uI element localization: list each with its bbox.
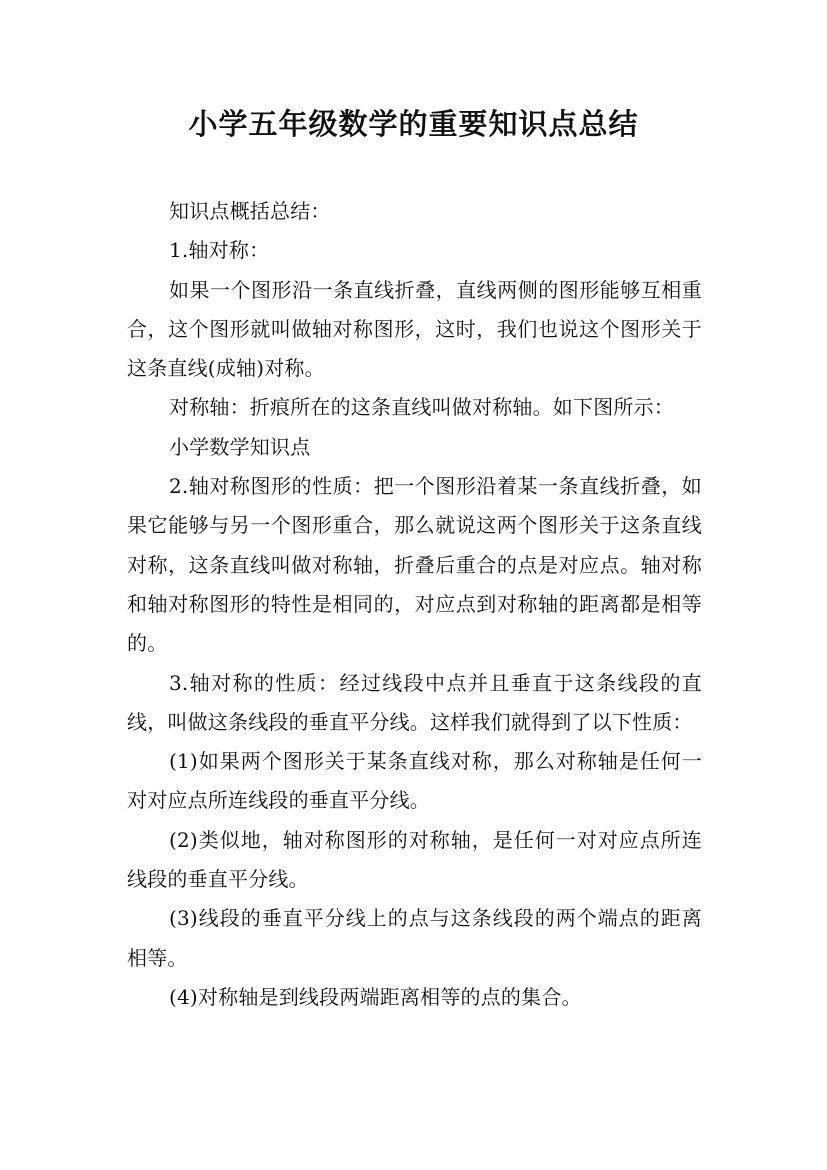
paragraph-property-2: (2)类似地，轴对称图形的对称轴，是任何一对对应点所连线段的垂直平分线。 bbox=[127, 827, 702, 892]
paragraph-section-2: 2.轴对称图形的性质：把一个图形沿着某一条直线折叠，如果它能够与另一个图形重合，那么就说这两个图形关于这条直线对称，这条直线叫做对称轴，折叠后重合的点是对应点。轴对称和轴对称图形的特性是相同的，对应点到对称轴的距离都是相等的。 bbox=[127, 474, 702, 656]
document-body bbox=[127, 192, 702, 1017]
paragraph-property-4: (4)对称轴是到线段两端距离相等的点的集合。 bbox=[169, 984, 582, 1009]
paragraph-summary-heading: 知识点概括总结： bbox=[169, 199, 331, 223]
paragraph-axis-definition: 对称轴：折痕所在的这条直线叫做对称轴。如下图所示： bbox=[169, 395, 674, 420]
paragraph-section-3: 3.轴对称的性质：经过线段中点并且垂直于这条线段的直线，叫做这条线段的垂直平分线。这样我们就得到了以下性质： bbox=[127, 670, 702, 734]
paragraph-property-3: (3)线段的垂直平分线上的点与这条线段的两个端点的距离相等。 bbox=[127, 906, 702, 970]
paragraph-section-1-heading: 1.轴对称： bbox=[169, 238, 270, 263]
paragraph-property-1: (1)如果两个图形关于某条直线对称，那么对称轴是任何一对对应点所连线段的垂直平分线。 bbox=[127, 749, 702, 813]
page-title: 小学五年级数学的重要知识点总结 bbox=[188, 107, 639, 141]
paragraph-caption: 小学数学知识点 bbox=[169, 434, 311, 459]
paragraph-axis-symmetry-definition: 如果一个图形沿一条直线折叠，直线两侧的图形能够互相重合，这个图形就叫做轴对称图形，这时，我们也说这个图形关于这条直线(成轴)对称。 bbox=[127, 277, 702, 381]
